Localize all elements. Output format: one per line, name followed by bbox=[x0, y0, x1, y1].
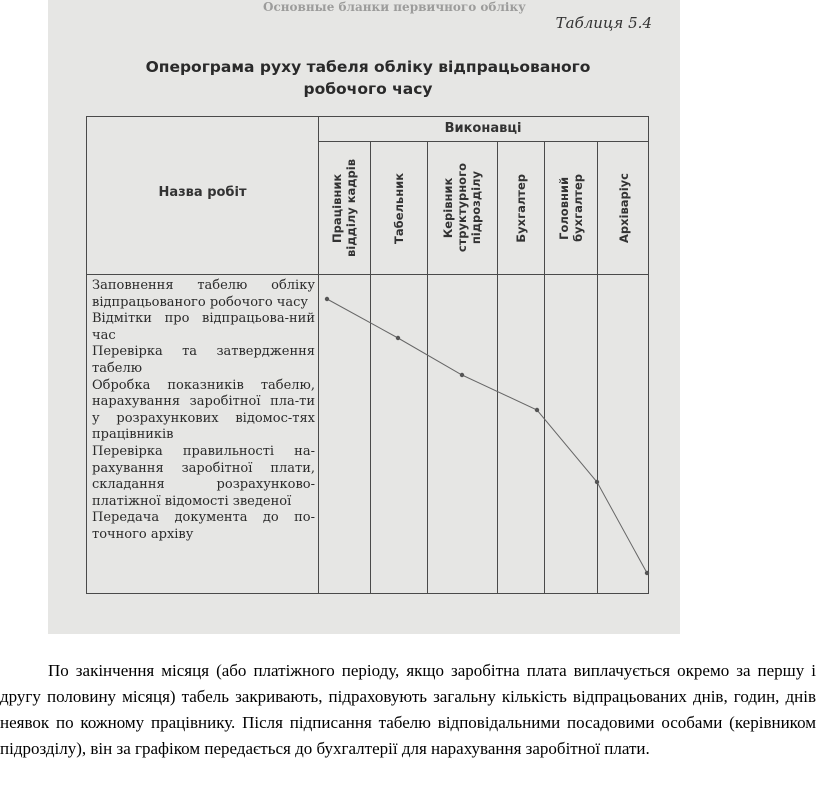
scan-header-fragment: Основные бланки первичного обліку bbox=[263, 0, 526, 14]
operogram-table bbox=[86, 116, 649, 594]
table-title bbox=[108, 56, 628, 100]
flow-point-4 bbox=[535, 408, 539, 412]
flow-point-1 bbox=[325, 297, 329, 301]
work-item: Перевірка та затвердження табелю bbox=[92, 344, 315, 376]
flow-point-6 bbox=[645, 571, 649, 575]
column-header-chief-accountant: Головний бухгалтер bbox=[556, 174, 585, 242]
body-paragraph: По закінчення місяця (або платіжного періоду, якщо заробітна плата виплачується окремо за першу і другу половину місяця) табель закривають, підраховують загальну кількість відпрацьованих днів, годин, днів неявок по кожному працівнику. Після підписання табелю відповідальними посадовими особами (керівником підрозділу), він за графіком передається до бухгалтерії для нарахування заробітної плати. bbox=[0, 661, 816, 758]
column-header-timekeeper: Табельник bbox=[391, 172, 406, 244]
column-header-archivist: Архіваріус bbox=[616, 172, 631, 244]
scanned-table-image bbox=[48, 0, 680, 634]
title-line-2: робочого часу bbox=[303, 80, 433, 98]
document-flow-line bbox=[87, 117, 650, 595]
column-header-hr: Працівник відділу кадрів bbox=[330, 159, 358, 257]
work-name-header: Назва робіт bbox=[158, 185, 247, 200]
work-item: Відмітки про відпрацьова-ний час bbox=[92, 311, 315, 343]
work-item: Заповнення табелю обліку відпрацьованого робочого часу bbox=[92, 278, 315, 310]
column-header-accountant: Бухгалтер bbox=[513, 173, 528, 243]
flow-polyline bbox=[327, 299, 647, 573]
title-line-1: Оперограма руху табеля обліку відпрацьованого bbox=[145, 58, 591, 76]
executors-header: Виконавці bbox=[444, 121, 522, 136]
flow-points bbox=[325, 297, 649, 575]
table-number: Таблиця 5.4 bbox=[555, 14, 652, 32]
flow-point-2 bbox=[396, 336, 400, 340]
column-header-unit-head: Керівник структурного підрозділу bbox=[441, 163, 483, 253]
work-item: Передача документа до по-точного архіву bbox=[92, 510, 315, 542]
work-item: Перевірка правильності на-рахування заробітної плати, складання розрахунково-платіжної відомості зведеної bbox=[92, 443, 315, 509]
flow-point-3 bbox=[460, 373, 464, 377]
work-item: Обробка показників табелю, нарахування заробітної пла-ти у розрахункових відомос-тях працівників bbox=[92, 377, 315, 443]
flow-point-5 bbox=[595, 480, 599, 484]
